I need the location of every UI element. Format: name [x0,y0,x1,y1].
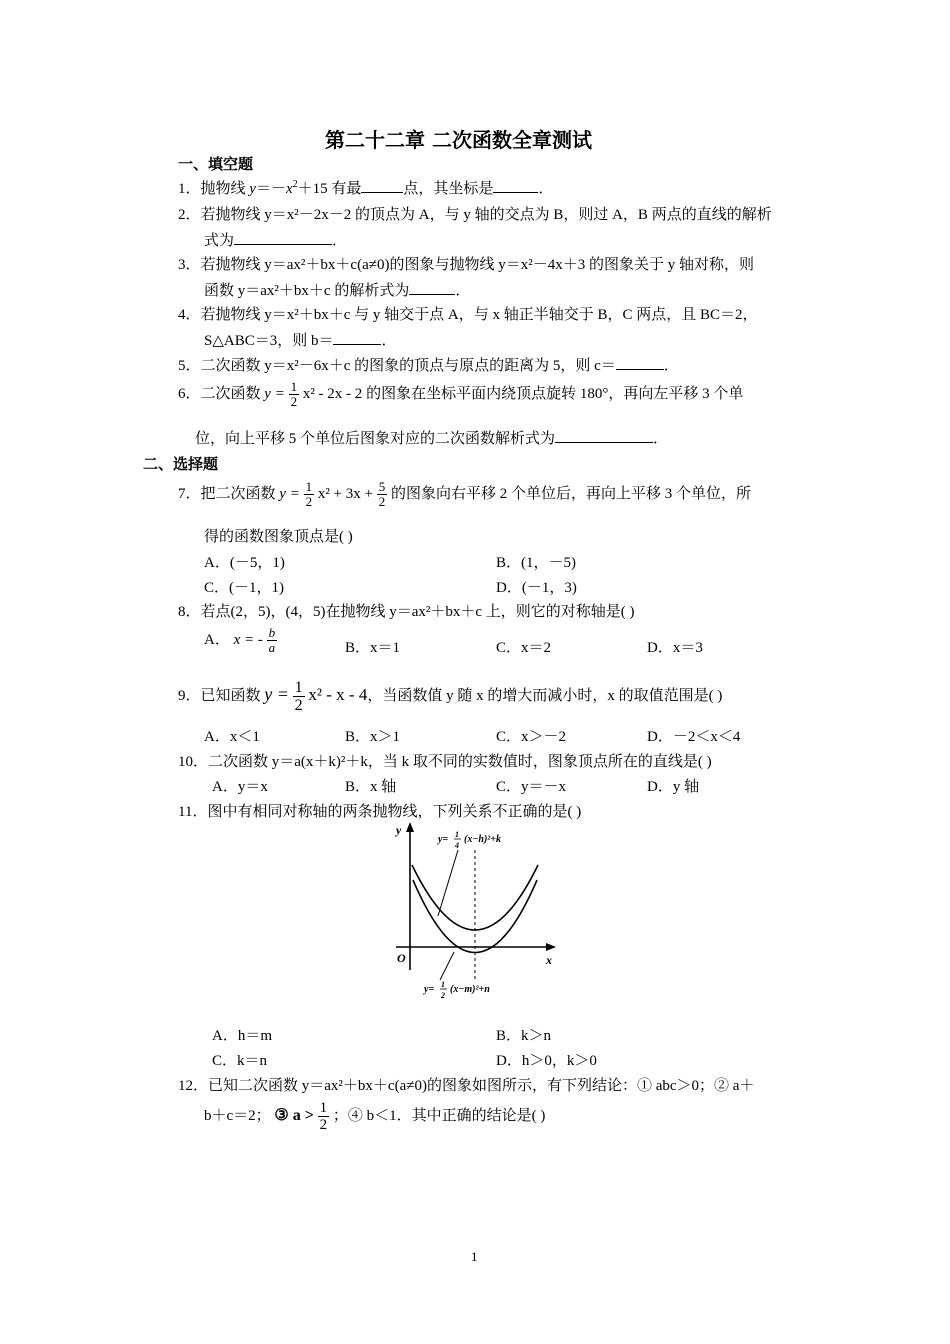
question-12-line2: b＋c＝2； ③ a > $\frac{1}{2}$ ；④ b＜1．其中正确的结论是( ) [204,1100,546,1133]
q7-option-d[interactable]: D．(－1，3) [496,580,577,596]
q11-option-c[interactable]: C．k＝n [212,1053,268,1069]
section-fill-blank: 一、填空题 [178,155,254,173]
question-3: 3．若抛物线 y＝ax²＋bx＋c(a≠0)的图象与抛物线 y＝x²－4x＋3 的图象关于 y 轴对称，则 [178,257,754,273]
y-axis-label: y [396,823,402,837]
q11-option-b[interactable]: B．k＞n [496,1028,552,1044]
svg-text:(x−h)²+k: (x−h)²+k [464,834,501,845]
q11-option-d[interactable]: D．h＞0，k＞0 [496,1053,597,1069]
question-10: 10．二次函数 y＝a(x＋k)²＋k，当 k 取不同的实数值时，图象顶点所在的直线是( ) [178,754,712,770]
q9-option-c[interactable]: C．x＞－2 [496,729,567,745]
x-axis-arrow [546,943,556,951]
question-8: 8．若点(2，5)，(4，5)在抛物线 y＝ax²＋bx＋c 上，则它的对称轴是( ) [178,604,635,620]
section-multiple-choice: 二、选择题 [143,455,219,473]
q8-option-c[interactable]: C．x＝2 [496,640,552,656]
svg-text:2: 2 [441,991,445,1000]
q8-option-b[interactable]: B．x＝1 [345,640,401,656]
parabola-figure [388,820,563,1000]
q7-option-b[interactable]: B．(1，－5) [496,555,576,571]
question-7: 7．把二次函数 y = $\frac{1}{2}$ x² + 3x + $\frac{5}{2}$ 的图象向右平移 2 个单位后，再向上平移 3 个单位，所 [178,479,751,509]
svg-text:1: 1 [441,980,445,989]
question-1: 1．抛物线 $y=-x^2+15$ 有最 点，其坐标是 ． [178,179,554,197]
question-11: 11．图中有相同对称轴的两条抛物线，下列关系不正确的是( ) [178,804,582,820]
q10-option-b[interactable]: B．x 轴 [345,779,397,795]
question-4: 4．若抛物线 y＝x²＋bx＋c 与 y 轴交于点 A，与 x 轴正半轴交于 B，C 两点，且 BC＝2， [178,307,758,323]
question-5: 5．二次函数 y＝x²－6x＋c 的图象的顶点与原点的距离为 5，则 c＝ ． [178,354,679,375]
svg-text:y=: y= [438,834,449,845]
question-9: 9．已知函数 y = $\frac{1}{2}$ x² - x - 4，当函数值 y 随 x 的增大而减小时，x 的取值范围是( ) [178,679,723,714]
q9-option-d[interactable]: D．－2＜x＜4 [647,729,741,745]
svg-text:1: 1 [455,830,459,839]
q11-option-a[interactable]: A．h＝m [212,1028,273,1044]
question-2-line2: 式为 ． [204,229,347,250]
svg-text:4: 4 [455,841,459,850]
page-number: 1 [471,1249,478,1264]
question-4-line2: S△ABC＝3，则 b＝ ． [204,329,397,350]
y-axis-arrow [406,822,414,832]
q9-option-b[interactable]: B．x＞1 [345,729,401,745]
leader-line-1 [438,850,458,916]
q8-option-a[interactable]: A． x = - $\frac{b}{a}$ [204,625,276,655]
question-6: 6．二次函数 y = $\frac{1}{2}$ x² - 2x - 2 的图象在坐标平面内绕顶点旋转 180°，再向左平移 3 个单 [178,379,744,409]
label-parabola-1 [437,830,501,850]
question-2: 2．若抛物线 y＝x²－2x－2 的顶点为 A，与 y 轴的交点为 B，则过 A，B 两点的直线的解析 [178,207,772,223]
q9-option-a[interactable]: A．x＜1 [204,729,260,745]
q8-option-d[interactable]: D．x＝3 [647,640,703,656]
q7-option-a[interactable]: A．(－5，1) [204,555,285,571]
x-axis-label: x [546,953,552,967]
leader-line-2 [440,952,454,980]
label-parabola-2 [423,980,490,1000]
q10-option-d[interactable]: D．y 轴 [647,779,700,795]
origin-label: O [397,951,406,965]
question-7-line2: 得的函数图象顶点是( ) [204,529,353,545]
question-12: 12．已知二次函数 y＝ax²＋bx＋c(a≠0)的图象如图所示，有下列结论：① abc＞0；② a＋ [178,1078,755,1094]
question-3-line2: 函数 y＝ax²＋bx＋c 的解析式为 ． [204,279,470,300]
q10-option-c[interactable]: C．y＝－x [496,779,567,795]
question-6-line2: 位，向上平移 5 个单位后图象对应的二次函数解析式为 ． [195,427,668,448]
page-title: 第二十二章 二次函数全章测试 [325,128,592,152]
svg-text:(x−m)²+n: (x−m)²+n [450,984,490,995]
q7-option-c[interactable]: C．(－1，1) [204,580,284,596]
q10-option-a[interactable]: A．y＝x [212,779,268,795]
svg-text:y=: y= [424,984,435,995]
